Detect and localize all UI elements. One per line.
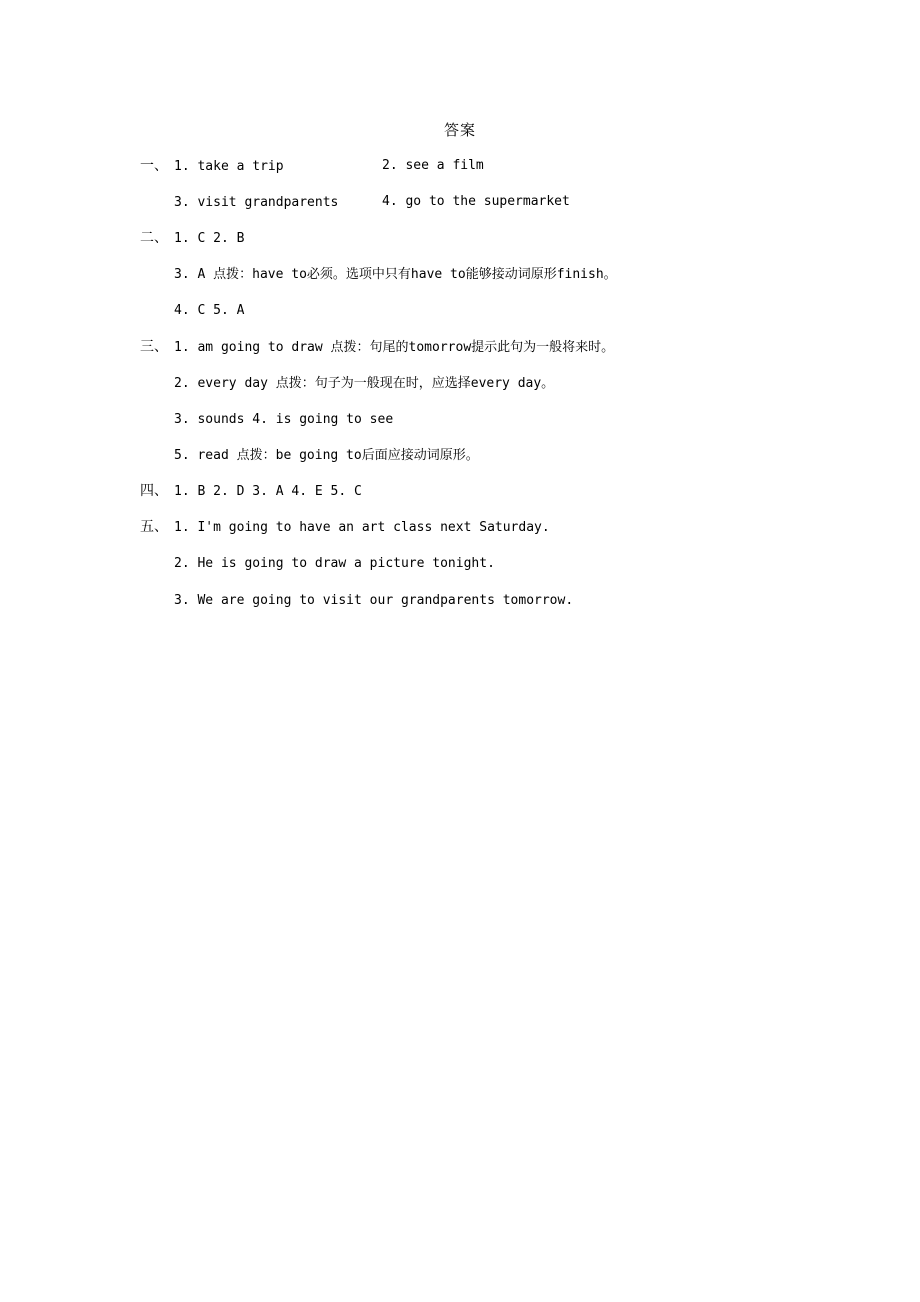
section-5-row-1 xyxy=(140,516,550,538)
section-1-label: 一、 xyxy=(140,158,168,174)
section-2-row-2 xyxy=(140,263,617,285)
section-1-row-2 xyxy=(140,191,338,213)
answer-3-5: 5. read 点拨：be going to后面应接动词原形。 xyxy=(174,448,479,463)
answer-1-1: 1. take a trip xyxy=(174,159,284,174)
answer-3-2: 2. every day 点拨：句子为一般现在时，应选择every day。 xyxy=(174,376,555,391)
section-2-row-3 xyxy=(140,299,244,321)
section-3-row-2 xyxy=(140,372,554,394)
answer-3-1: 1. am going to draw 点拨：句尾的tomorrow提示此句为一般将来时。 xyxy=(174,340,615,355)
answer-1-2: 2. see a film xyxy=(382,158,484,173)
section-3-row-1 xyxy=(140,336,614,358)
answer-5-1: 1. I'm going to have an art class next Saturday. xyxy=(174,520,550,535)
answer-4-all: 1. B 2. D 3. A 4. E 5. C xyxy=(174,484,362,499)
answer-5-3: 3. We are going to visit our grandparents tomorrow. xyxy=(174,593,574,608)
section-4-row-1 xyxy=(140,480,362,502)
section-5-label: 五、 xyxy=(140,519,168,535)
section-1-row-1 xyxy=(140,155,284,177)
answer-5-2: 2. He is going to draw a picture tonight. xyxy=(174,556,495,571)
section-5-row-2 xyxy=(140,552,495,574)
section-4-label: 四、 xyxy=(140,483,168,499)
answer-2-3: 3. A 点拨：have to必须。选项中只有have to能够接动词原形finish。 xyxy=(174,267,617,282)
section-3-row-3 xyxy=(140,408,393,430)
answer-3-3-4: 3. sounds 4. is going to see xyxy=(174,412,394,427)
section-3-label: 三、 xyxy=(140,339,168,355)
section-2-row-1 xyxy=(140,227,244,249)
section-2-label: 二、 xyxy=(140,230,168,246)
page-title: 答案 xyxy=(443,121,476,139)
answer-2-1-2: 1. C 2. B xyxy=(174,231,245,246)
section-3-row-4 xyxy=(140,444,479,466)
answer-1-4: 4. go to the supermarket xyxy=(382,194,570,209)
answer-2-4-5: 4. C 5. A xyxy=(174,303,245,318)
section-5-row-3 xyxy=(140,589,573,611)
answer-1-3: 3. visit grandparents xyxy=(174,195,339,210)
